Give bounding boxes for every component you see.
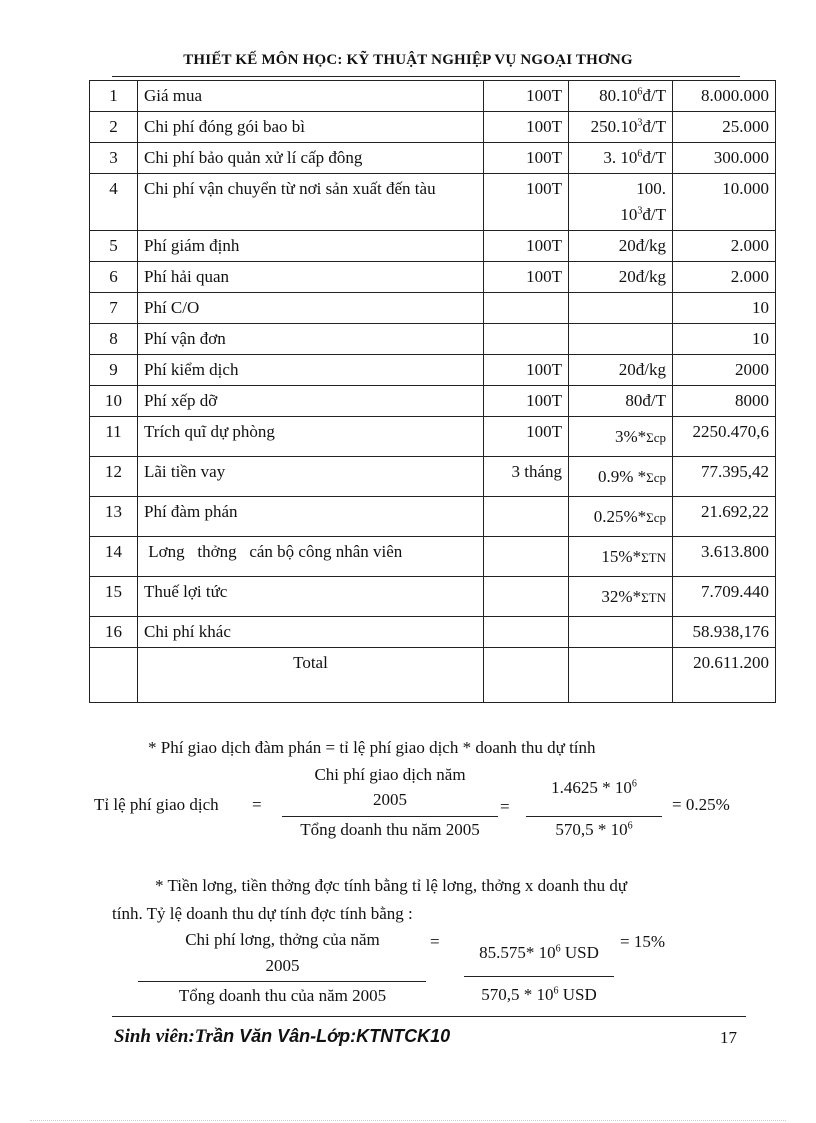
row-rate-sigma: ΣTN [641,590,666,605]
row-item-name-text: Lơng thởng cán bộ công nhân viên [144,542,403,561]
row-amount [673,293,776,324]
row-unit-rate [569,174,673,231]
row-amount-text: 8.000.000 [701,86,769,105]
row-amount-text: 2.000 [730,267,769,286]
formula2-num2: 85.575* 10 [479,943,556,962]
row-quantity-text: 100T [526,179,562,198]
row-quantity [484,81,569,112]
row-item-name-text: Phí xếp dỡ [144,391,218,410]
table-row [90,457,776,497]
row-item-name [138,231,484,262]
formula2-fraction-bar [138,981,426,982]
row-item-name-text: Trích quĩ dự phòng [144,422,275,441]
row-number [90,262,138,293]
row-number-text: 4 [109,179,118,198]
formula1-num-line1: Chi phí giao dịch năm [314,765,466,784]
row-item-name-text: Phí kiểm dịch [144,360,239,379]
formula2-para-line2: tính. Tỷ lệ doanh thu dự tính đợc tính bằng : [112,904,413,923]
row-amount [673,577,776,617]
formula1-lhs: Tỉ lệ phí giao dịch [94,795,219,814]
row-rate-sigma: ΣTN [641,550,666,565]
cost-table [89,80,776,703]
row-amount-text: 10.000 [722,179,769,198]
total-no-cell [90,648,138,703]
table-row [90,112,776,143]
row-amount-text: 2000 [735,360,769,379]
row-quantity-text: 100T [526,391,562,410]
row-amount [673,174,776,231]
total-qty-cell [484,648,569,703]
row-amount-text: 21.692,22 [701,502,769,521]
row-number-text: 15 [105,582,122,601]
row-amount-text: 25.000 [722,117,769,136]
row-amount [673,497,776,537]
row-number-text: 10 [105,391,122,410]
row-unit-rate [569,81,673,112]
row-number-text: 13 [105,502,122,521]
row-unit-rate [569,293,673,324]
row-number [90,457,138,497]
row-amount [673,386,776,417]
row-amount [673,231,776,262]
row-number [90,143,138,174]
row-quantity [484,457,569,497]
total-amount: 20.611.200 [673,648,776,703]
table-row [90,355,776,386]
footer-student [114,1026,450,1048]
row-item-name-text: Phí hải quan [144,267,229,286]
formula2-num2-unit: USD [560,943,599,962]
formula1-heading: * Phí giao dịch đàm phán = tỉ lệ phí giao dịch * doanh thu dự tính [148,738,596,757]
row-number [90,537,138,577]
row-amount-text: 10 [752,298,769,317]
row-rate-text: 100. [636,179,666,198]
row-amount-text: 10 [752,329,769,348]
row-unit-rate [569,355,673,386]
row-item-name [138,386,484,417]
formula2-den: Tổng doanh thu của năm 2005 [178,986,387,1005]
formula1-result: = 0.25% [672,795,730,814]
row-amount [673,355,776,386]
row-amount [673,457,776,497]
row-rate-text: 20đ/kg [618,360,666,379]
row-unit-rate [569,537,673,577]
row-number-text: 3 [109,148,118,167]
row-rate-text: 3%* [614,427,647,446]
row-amount-text: 300.000 [713,148,769,167]
row-rate-unit: đ/T [642,117,666,136]
total-label: Total [138,648,484,703]
table-row [90,262,776,293]
row-amount [673,143,776,174]
row-amount [673,617,776,648]
row-item-name [138,355,484,386]
row-unit-rate [569,577,673,617]
row-rate-text-2: 10 [620,205,638,224]
row-number-text: 16 [105,622,122,641]
row-rate-exponent: 6 [637,86,643,98]
row-rate-text: 0.25%* [593,507,647,526]
formula1-num2: 1.4625 * 10 [551,778,632,797]
formula1-den: Tổng doanh thu năm 2005 [300,820,480,839]
page-header-title: THIẾT KẾ MÔN HỌC: KỸ THUẬT NGHIỆP VỤ NGOẠI THƠNG [183,52,633,68]
row-rate-sigma: Σcp [646,470,666,485]
formula2-num2-exp: 6 [555,943,561,955]
row-number [90,81,138,112]
row-rate-sigma: Σcp [646,510,666,525]
row-unit-rate [569,417,673,457]
formula2-eq: = [430,932,440,951]
row-amount-text: 2250.470,6 [692,422,769,441]
row-number [90,355,138,386]
footer-student-rest: ần Văn Vân-Lớp:KTNTCK10 [213,1026,451,1046]
table-row [90,174,776,231]
row-quantity-text: 100T [526,86,562,105]
row-amount-text: 3.613.800 [701,542,769,561]
row-amount [673,324,776,355]
row-item-name-text: Chi phí đóng gói bao bì [144,117,306,136]
row-item-name-text: Phí vận đơn [144,329,226,348]
row-rate-sigma: Σcp [646,430,666,445]
formula1-eq2: = [500,797,510,816]
row-unit-rate [569,231,673,262]
row-item-name [138,497,484,537]
row-rate-exponent: 3 [637,117,643,129]
row-unit-rate [569,617,673,648]
formula1-fraction-bar [282,816,498,817]
row-quantity-text: 100T [526,267,562,286]
row-item-name [138,293,484,324]
row-number-text: 8 [109,329,118,348]
row-item-name [138,143,484,174]
row-item-name-text: Phí đàm phán [144,502,238,521]
table-row [90,497,776,537]
row-item-name-text: Chi phí vận chuyển từ nơi sản xuất đến tàu [144,179,436,198]
table-row [90,386,776,417]
row-quantity [484,355,569,386]
row-unit-rate [569,324,673,355]
row-number [90,293,138,324]
row-rate-unit: đ/T [642,86,666,105]
table-row [90,324,776,355]
table-row [90,293,776,324]
row-item-name [138,112,484,143]
row-quantity [484,143,569,174]
row-rate-text: 15%* [601,547,642,566]
row-number [90,112,138,143]
total-row [90,648,776,703]
row-quantity-text: 100T [526,422,562,441]
row-number [90,577,138,617]
row-item-name [138,324,484,355]
row-quantity [484,497,569,537]
row-amount [673,537,776,577]
row-amount-text: 58.938,176 [692,622,769,641]
row-number-text: 14 [105,542,122,561]
table-row [90,417,776,457]
row-number-text: 2 [109,117,118,136]
row-quantity [484,386,569,417]
formula2-num-line1: Chi phí lơng, thởng của năm [185,930,380,949]
row-quantity [484,537,569,577]
row-item-name-text: Giá mua [144,86,203,105]
row-rate-text: 80.10 [599,86,638,105]
row-quantity-text: 100T [526,360,562,379]
row-item-name-text: Phí C/O [144,298,200,317]
formula2-para-line1: * Tiền lơng, tiền thởng đợc tính bằng tỉ lệ lơng, thởng x doanh thu dự [155,876,628,895]
formula1-fraction-bar2 [526,816,662,817]
row-unit-rate [569,497,673,537]
total-rate-cell [569,648,673,703]
row-amount-text: 7.709.440 [701,582,769,601]
row-number-text: 7 [109,298,118,317]
table-row [90,537,776,577]
table-row [90,577,776,617]
formula2-result: = 15% [620,932,665,951]
row-rate-unit: đ/T [642,148,666,167]
row-number-text: 1 [109,86,118,105]
row-rate-text: 250.10 [590,117,638,136]
row-number [90,386,138,417]
row-quantity [484,577,569,617]
row-item-name [138,417,484,457]
row-quantity [484,293,569,324]
row-item-name-text: Chi phí khác [144,622,231,641]
row-amount [673,417,776,457]
row-amount-text: 77.395,42 [701,462,769,481]
row-item-name-text: Chi phí bảo quản xử lí cấp đông [144,148,363,167]
row-item-name-text: Lãi tiền vay [144,462,226,481]
row-item-name [138,174,484,231]
row-quantity-text: 100T [526,236,562,255]
row-quantity [484,417,569,457]
row-quantity [484,231,569,262]
row-number [90,324,138,355]
row-amount [673,112,776,143]
row-number-text: 6 [109,267,118,286]
row-rate-exponent-2: 3 [637,205,643,217]
table-row [90,81,776,112]
row-number-text: 5 [109,236,118,255]
header-divider [112,76,740,77]
table-row [90,231,776,262]
row-number [90,497,138,537]
formula1-num2-exp: 6 [631,778,637,790]
row-unit-rate [569,386,673,417]
row-quantity-text: 3 tháng [511,462,562,481]
row-quantity [484,174,569,231]
row-item-name [138,617,484,648]
formula2-fraction-bar2 [464,976,614,977]
formula2-num-line2: 2005 [265,956,300,975]
row-quantity [484,617,569,648]
footer-divider [112,1016,746,1017]
row-item-name-text: Thuế lợi tức [144,582,228,601]
row-unit-rate [569,457,673,497]
cost-table-body [90,81,776,648]
footer-student-label: Sinh viên:Tr [114,1026,214,1047]
row-quantity-text: 100T [526,117,562,136]
row-item-name [138,537,484,577]
row-quantity [484,324,569,355]
row-amount-text: 8000 [735,391,769,410]
row-rate-text: 3. 10 [603,148,638,167]
page-number: 17 [720,1028,737,1047]
row-rate-text: 20đ/kg [618,236,666,255]
row-number [90,417,138,457]
table-row [90,143,776,174]
row-number-text: 12 [105,462,122,481]
row-rate-exponent: 6 [637,148,643,160]
row-quantity [484,112,569,143]
formula1-eq: = [252,795,262,814]
formula1-den2-exp: 6 [627,820,633,832]
row-unit-rate [569,143,673,174]
table-row [90,617,776,648]
formula2-den2-unit: USD [558,985,597,1004]
row-rate-unit-2: đ/T [642,205,666,224]
row-item-name-text: Phí giám định [144,236,240,255]
row-unit-rate [569,112,673,143]
row-number-text: 11 [105,422,122,441]
row-unit-rate [569,262,673,293]
row-amount [673,81,776,112]
row-rate-text: 32%* [601,587,642,606]
row-quantity [484,262,569,293]
row-rate-text: 80đ/T [625,391,666,410]
row-number [90,174,138,231]
page-bottom-edge [30,1120,786,1121]
row-number [90,231,138,262]
row-quantity-text: 100T [526,148,562,167]
formula2-den2: 570,5 * 10 [481,985,554,1004]
row-item-name [138,577,484,617]
row-item-name [138,262,484,293]
row-rate-text: 20đ/kg [618,267,666,286]
row-item-name [138,457,484,497]
formula1-den2: 570,5 * 10 [555,820,628,839]
row-number [90,617,138,648]
formula1-num-line2: 2005 [373,790,407,809]
row-number-text: 9 [109,360,118,379]
row-amount [673,262,776,293]
row-rate-text: 0.9% * [597,467,647,486]
formula2-den2-exp: 6 [553,985,559,997]
row-amount-text: 2.000 [730,236,769,255]
row-item-name [138,81,484,112]
